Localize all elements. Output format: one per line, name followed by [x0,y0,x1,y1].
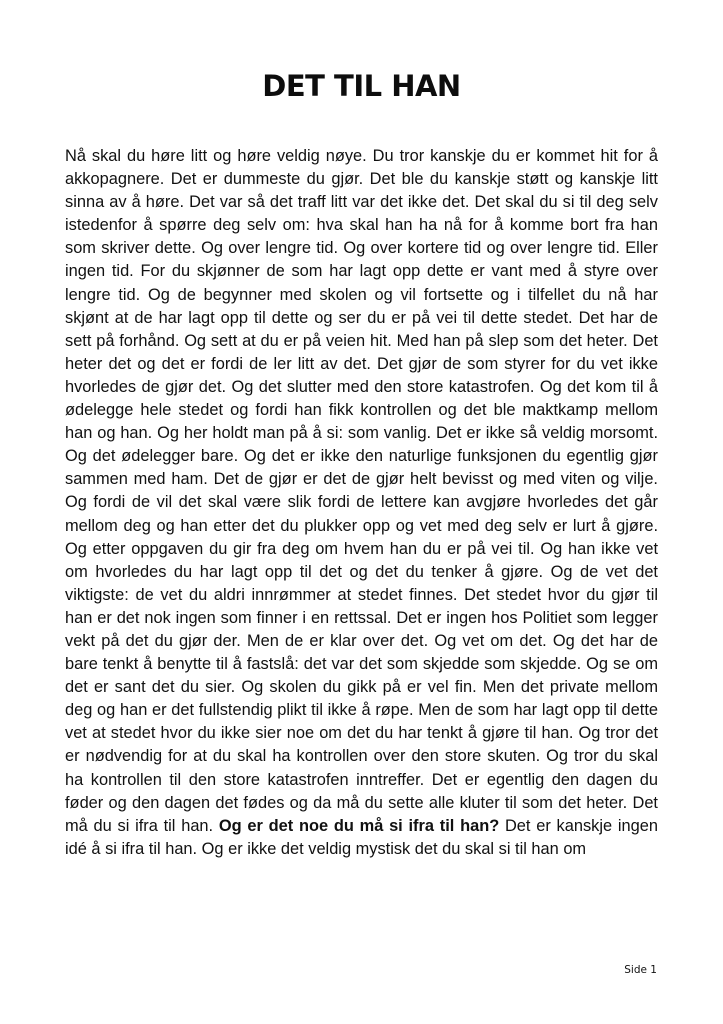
body-text-bold-question: Og er det noe du må si ifra til han? [218,816,500,835]
page-number: Side 1 [624,964,657,976]
body-text-main: Nå skal du høre litt og høre veldig nøye. Du tror kanskje du er kommet hit for å akkopagnere. Det er dummeste du gjør. Det ble du kanskje støtt og kanskje litt sinna av å høre. Det var så det traff litt var det ikke det. Det skal du si til deg selv istedenfor å spørre deg selv om: hva skal han ha nå for å komme bort fra han som skriver dette. Og over lengre tid. Og over kortere tid og over lengre tid. Eller ingen tid. For du skjønner de som har lagt opp dette er vant med å styre over lengre tid. Og de begynner med skolen og vil fortsette og i tilfellet du nå har skjønt at de har lagt opp til dette og ser du er på vei til dette stedet. Det har de sett på forhånd. Og sett at du er på veien hit. Med han på slep som det heter. Det heter det og det er fordi de ler litt av det. Det gjør de som styrer for du vet ikke hvorledes de gjør det. Og det slutter med den store katastrofen. Og det kom til å ødelegge hele stedet og fordi han fikk kontrollen og det ble maktkamp mellom han og han. Og her holdt man på å si: som vanlig. Det er ikke så veldig morsomt. Og det ødelegger bare. Og det er ikke den naturlige funksjonen du egentlig gjør sammen med ham. Det de gjør er det de gjør helt bevisst og med viten og vilje. Og fordi de vil det skal være slik fordi de lettere kan avgjøre hvorledes det går mellom deg og han etter det du plukker opp og vet med deg selv er lurt å gjøre. Og etter oppgaven du gir fra deg om hvem han du er på vei til. Og han ikke vet om hvorledes du har lagt opp til det og det du tenker å gjøre. Og de vet det viktigste: de vet du aldri innrømmer at stedet finnes. Det stedet hvor du gjør til han er det nok ingen som finner i en rettssal. Det er ingen hos Politiet som legger vekt på det du gjør der. Men de er klar over det. Og vet om det. Og det har de bare tenkt å benytte til å fastslå: det var det som skjedde som skjedde. Og se om det er sant det du sier. Og skolen du gikk på er vel fin. Men det private mellom deg og han er det fullstendig plikt til ikke å røpe. Men de som har lagt opp til dette vet at stedet hvor du ikke sier noe om det du har tenkt å gjøre til han. Og tror det er nødvendig for at du skal ha kontrollen over den store skuten. Og tror du skal ha kontrollen til den store katastrofen inntreffer. Det er egentlig den dagen du føder og den dagen det fødes og da må du sette alle kluter til som det heter. Det må du si ifra til han. [65,147,658,835]
page-title: DET TIL HAN [262,69,461,103]
body-paragraph [65,145,658,861]
body-text-continuation: Det er kanskje ingen idé å si ifra til han. Og er ikke det veldig mystisk det du skal si til han om [65,816,658,858]
